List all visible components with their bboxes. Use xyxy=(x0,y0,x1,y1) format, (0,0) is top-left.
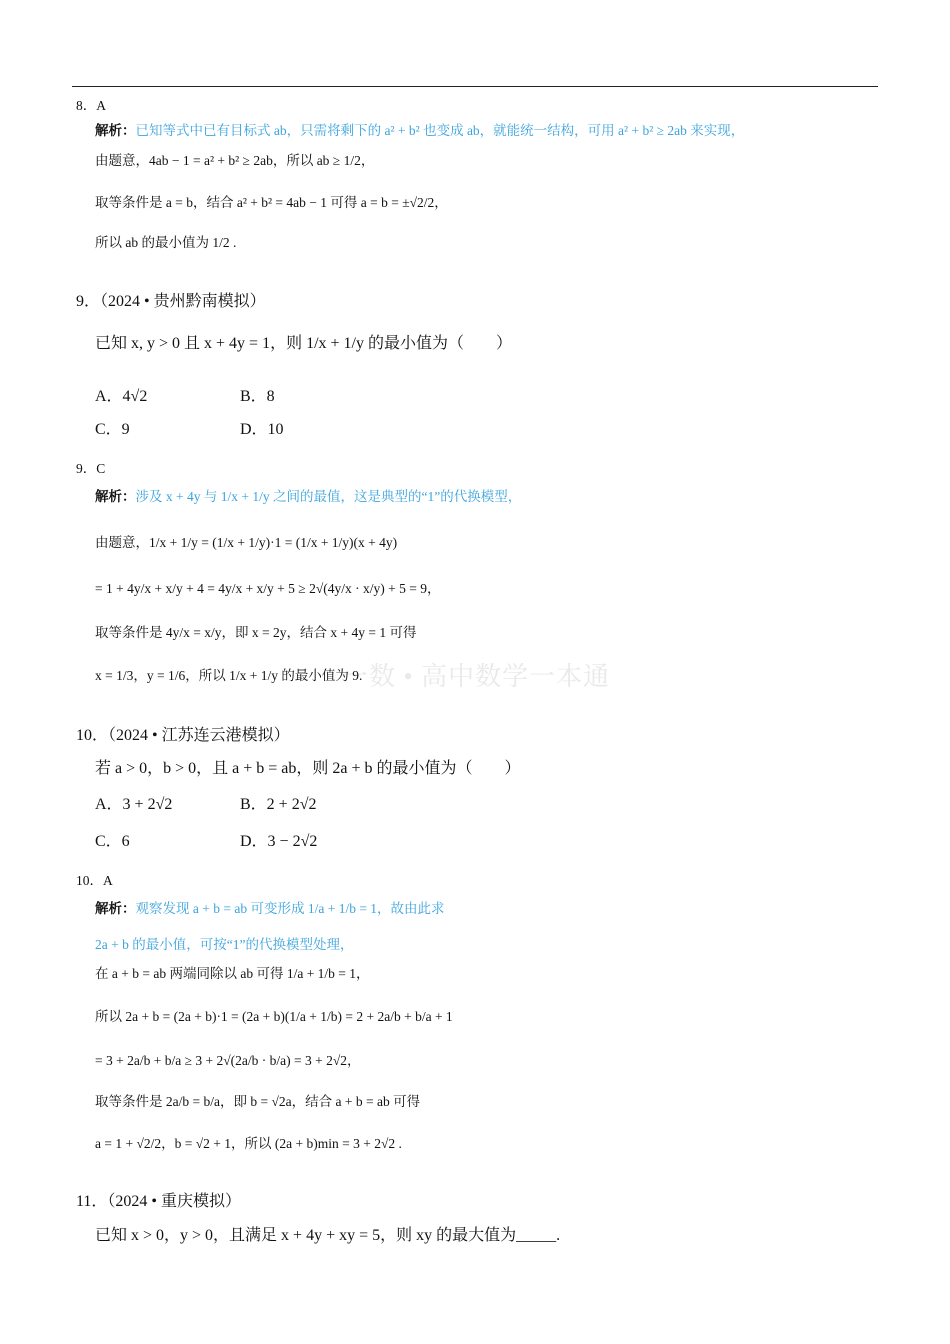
question-9-option-d: D．10 xyxy=(240,421,284,438)
answer-10-analysis xyxy=(95,898,445,920)
answer-8-line-1: 由题意，4ab − 1 = a² + b² ≥ 2ab，所以 ab ≥ 1/2， xyxy=(95,153,375,168)
watermark: 一数 • 高中数学一本通 xyxy=(342,662,611,691)
answer-10-line-3: = 3 + 2a/b + b/a ≥ 3 + 2√(2a/b · b/a) = 3 + 2√2， xyxy=(95,1053,361,1068)
question-9-option-c: C．9 xyxy=(95,421,130,438)
answer-10-title: 10．A xyxy=(76,873,113,888)
question-10-option-b: B．2 + 2√2 xyxy=(240,796,317,813)
question-10-title: 10．（2024 • 江苏连云港模拟） xyxy=(76,727,290,744)
answer-9-analysis xyxy=(95,486,521,508)
question-10-stem: 若 a > 0，b > 0，且 a + b = ab，则 2a + b 的最小值为（ ） xyxy=(95,760,521,777)
analysis-hint: 涉及 x + 4y 与 1/x + 1/y 之间的最值，这是典型的“1”的代换模型， xyxy=(135,489,522,504)
answer-10-line-4: 取等条件是 2a/b = b/a，即 b = √2a，结合 a + b = ab 可得 xyxy=(95,1094,421,1109)
question-9-option-b: B．8 xyxy=(240,388,275,405)
analysis-hint: 已知等式中已有目标式 ab，只需将剩下的 a² + b² 也变成 ab，就能统一结构，可用 a² + b² ≥ 2ab 来实现， xyxy=(135,123,745,138)
answer-10-line-2: 所以 2a + b = (2a + b)·1 = (2a + b)(1/a + 1/b) = 2 + 2a/b + b/a + 1 xyxy=(95,1009,453,1024)
question-10-option-c: C．6 xyxy=(95,833,130,850)
analysis-label: 解析： xyxy=(95,901,136,916)
question-9-option-a: A．4√2 xyxy=(95,388,148,405)
top-rule xyxy=(72,86,878,87)
question-9-stem: 已知 x, y > 0 且 x + 4y = 1，则 1/x + 1/y 的最小值为（ ） xyxy=(95,335,512,352)
answer-10-analysis-cont: 2a + b 的最小值，可按“1”的代换模型处理， xyxy=(95,937,354,952)
analysis-label: 解析： xyxy=(95,489,136,504)
question-10-option-d: D．3 − 2√2 xyxy=(240,833,318,850)
analysis-hint: 观察发现 a + b = ab 可变形成 1/a + 1/b = 1，故由此求 xyxy=(135,901,445,916)
answer-8-line-3: 所以 ab 的最小值为 1/2 . xyxy=(95,235,237,250)
question-10-option-a: A．3 + 2√2 xyxy=(95,796,173,813)
analysis-label: 解析： xyxy=(95,123,136,138)
answer-9-line-4: x = 1/3，y = 1/6，所以 1/x + 1/y 的最小值为 9. xyxy=(95,668,363,683)
answer-9-title: 9．C xyxy=(76,461,106,476)
question-11-title: 11．（2024 • 重庆模拟） xyxy=(76,1193,242,1210)
question-9-title: 9．（2024 • 贵州黔南模拟） xyxy=(76,293,266,310)
answer-8-analysis xyxy=(95,120,744,142)
answer-8-line-2: 取等条件是 a = b，结合 a² + b² = 4ab − 1 可得 a = b = ±√2/2， xyxy=(95,195,448,210)
answer-9-line-3: 取等条件是 4y/x = x/y，即 x = 2y，结合 x + 4y = 1 可得 xyxy=(95,625,417,640)
answer-8-title: 8．A xyxy=(76,98,106,113)
answer-10-line-5: a = 1 + √2/2，b = √2 + 1，所以 (2a + b)min = 3 + 2√2 . xyxy=(95,1136,402,1151)
answer-9-line-1: 由题意，1/x + 1/y = (1/x + 1/y)·1 = (1/x + 1/y)(x + 4y) xyxy=(95,535,398,550)
answer-9-line-2: = 1 + 4y/x + x/y + 4 = 4y/x + x/y + 5 ≥ 2√(4y/x · x/y) + 5 = 9， xyxy=(95,581,441,596)
question-11-stem: 已知 x > 0，y > 0，且满足 x + 4y + xy = 5，则 xy 的最大值为_____. xyxy=(95,1227,561,1244)
answer-10-line-1: 在 a + b = ab 两端同除以 ab 可得 1/a + 1/b = 1， xyxy=(95,966,370,981)
